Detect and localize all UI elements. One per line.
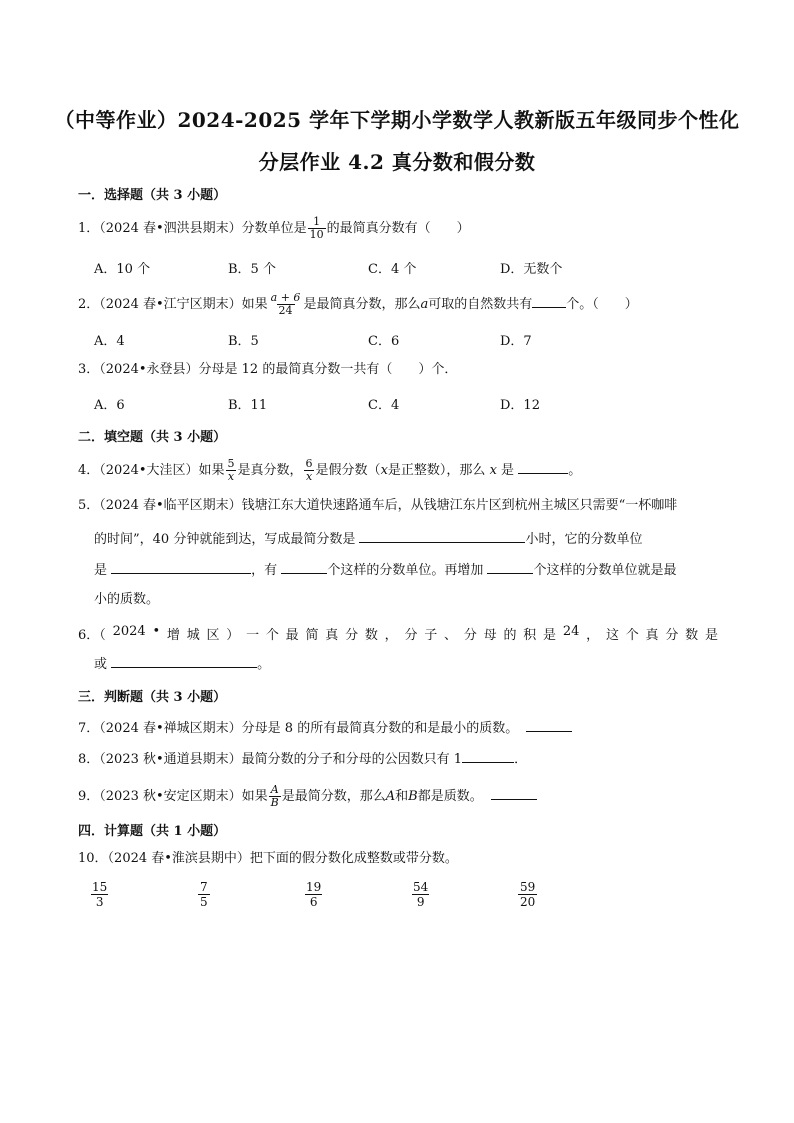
question-6-token: 一 [246,628,260,643]
answer-blank[interactable] [487,561,533,574]
question-5-line-2 [94,530,642,548]
fraction-denominator: 6 [305,894,322,909]
fraction-denominator: 20 [520,895,536,909]
answer-blank[interactable] [532,295,566,308]
answer-blank[interactable] [518,461,568,474]
question-2-suffix: 可取的自然数共有 [428,297,533,312]
question-6-token: 区 [206,628,220,643]
question-2 [78,292,638,317]
fraction-numerator: 5 [227,457,235,470]
answer-blank[interactable] [111,655,257,668]
question-6-token: 分 [404,628,418,643]
question-5-text: 个这样的分数单位。再增加 [327,563,484,578]
answer-blank[interactable] [526,719,572,732]
question-6-token: 这 [605,628,619,643]
answer-blank[interactable] [491,787,537,800]
question-6-token: 、 [444,628,458,643]
fraction-denominator: x [227,470,235,483]
question-2-option-b[interactable]: B．5 [228,334,259,349]
question-9-mid: 是最简分数，那么 [281,789,386,804]
question-4-mid2: 是假分数（ [315,463,381,478]
question-4-variable: x [380,463,388,478]
question-6-token: 的 [503,628,517,643]
question-4-fraction-2 [304,458,315,483]
question-4 [78,458,581,483]
question-6-token: 最 [285,628,299,643]
answer-blank[interactable] [111,561,251,574]
question-3-option-a[interactable]: A．6 [94,398,125,413]
section-heading-calc: 四．计算题（共 1 小题） [78,824,227,839]
question-3: 3．（2024•永登县）分母是 12 的最简真分数一共有（ ）个． [78,362,458,377]
question-8-end: ． [514,752,528,767]
answer-blank[interactable] [359,530,525,543]
question-6-line-2 [94,655,270,673]
improper-fraction-5 [519,880,536,909]
question-6-token: 积 [523,628,537,643]
improper-fraction-4 [413,880,428,909]
question-5-line-4: 小的质数。 [94,592,160,607]
question-6-token: ， [384,628,398,643]
fraction-numerator: 19 [306,880,322,894]
question-2-variable: a [420,297,429,312]
question-2-prefix: 2．（2024 春•江宁区期末）如果 [78,297,268,312]
question-4-fraction-1 [226,458,237,483]
question-6-token: 母 [483,628,497,643]
question-9-and: 和 [395,789,409,804]
section-heading-judge: 三．判断题（共 3 小题） [78,690,227,705]
fraction-numerator: 1 [313,215,321,228]
question-5-line-3 [94,561,676,579]
question-2-mid: 是最简真分数，那么 [303,297,421,312]
fraction-numerator: 54 [413,880,429,894]
section-heading-choice: 一．选择题（共 3 小题） [78,188,227,203]
section-heading-fill: 二．填空题（共 3 小题） [78,430,227,445]
question-6-token: 城 [186,628,200,643]
question-6-token: 简 [305,628,319,643]
fraction-numerator: 15 [92,880,108,894]
question-9-fraction [269,784,281,809]
question-1-option-d[interactable]: D．无数个 [500,262,563,277]
question-6-token: ） [226,628,240,643]
fraction-denominator: 10 [309,228,324,241]
question-3-option-b[interactable]: B．11 [228,398,268,413]
question-2-option-a[interactable]: A．4 [94,334,125,349]
question-6-token: 24 [562,624,580,639]
question-9-var-b: B [408,789,418,804]
question-1-fraction [308,216,326,241]
question-6-token: 是 [543,628,557,643]
question-2-option-d[interactable]: D．7 [500,334,532,349]
improper-fraction-3 [306,880,321,909]
question-9-var-a: A [385,789,396,804]
fraction-numerator: a + 6 [270,291,301,304]
fraction-denominator: B [270,796,279,809]
question-6-token: 分 [345,628,359,643]
answer-blank[interactable] [462,750,514,763]
question-4-mid1: 是真分数， [237,463,303,478]
question-4-variable-2: x [489,463,497,478]
question-6-token: 真 [645,628,659,643]
question-8 [78,750,527,768]
question-1-option-b[interactable]: B．5 个 [228,262,276,277]
fraction-numerator: 7 [200,880,208,894]
question-5-line-1: 5．（2024 春•临平区期末）钱塘江东大道快速路通车后，从钱塘江东片区到杭州主城区只需要“一杯咖啡 [78,498,678,513]
question-3-option-d[interactable]: D．12 [500,398,540,413]
question-6-token: 真 [325,628,339,643]
question-6-token: 分 [463,628,477,643]
question-6-token: ， [586,628,600,643]
fraction-denominator: 24 [278,304,293,317]
fraction-denominator: x [305,470,313,483]
question-6-token: 分 [665,628,679,643]
question-4-prefix: 4．（2024•大洼区）如果 [78,463,225,478]
question-6-token: 子 [424,628,438,643]
question-6-line-1 [78,624,718,643]
question-2-fraction [269,292,303,317]
question-5-text: 是 [94,563,108,578]
question-8-text: 8．（2023 秋•通道县期末）最简分数的分子和分母的公因数只有 1 [78,752,463,767]
question-5-text: ，有 [251,563,278,578]
question-6-token: 6．（ [78,628,106,643]
question-6-token: 数 [685,628,699,643]
question-1 [78,216,470,241]
question-6-token: 个 [625,628,639,643]
question-6-text: 。 [257,657,271,672]
question-1-option-c[interactable]: C．4 个 [368,262,417,277]
question-2-end: 个。（ ） [566,297,638,312]
question-6-text: 或 [94,657,108,672]
question-5-text: 小时，它的分数单位 [525,532,643,547]
question-6-token: 2024 [112,624,146,639]
page-title-line1: （中等作业）2024-2025 学年下学期小学数学人教新版五年级同步个性化 [54,108,740,132]
question-4-end: 。 [568,463,582,478]
question-1-prefix: 1．（2024 春•泗洪县期末）分数单位是 [78,221,307,236]
fraction-numerator: A [270,783,279,796]
answer-blank[interactable] [281,561,327,574]
question-9-suffix: 都是质数。 [417,789,483,804]
question-4-mid3: 是正整数），那么 [387,463,486,478]
fraction-numerator: 59 [520,880,536,894]
question-6-token: • [152,624,161,639]
question-2-option-c[interactable]: C．6 [368,334,400,349]
question-1-suffix: 的最简真分数有（ ） [326,221,470,236]
question-4-suffix: 是 [501,463,515,478]
improper-fraction-2 [199,880,209,909]
page-title-line2: 分层作业 4.2 真分数和假分数 [258,150,536,174]
fraction-denominator: 9 [412,894,429,909]
question-3-option-c[interactable]: C．4 [368,398,400,413]
question-7-text: 7．（2024 春•禅城区期末）分母是 8 的所有最简真分数的和是最小的质数。 [78,721,519,736]
question-7 [78,719,572,737]
question-9 [78,784,537,809]
question-6-token: 增 [166,628,180,643]
fraction-denominator: 3 [91,894,108,909]
question-10: 10．（2024 春•淮滨县期中）把下面的假分数化成整数或带分数。 [78,851,458,866]
question-1-option-a[interactable]: A．10 个 [94,262,151,277]
improper-fraction-1 [92,880,107,909]
question-6-token: 是 [704,628,718,643]
question-5-text: 的时间”，40 分钟就能到达，写成最简分数是 [94,532,356,547]
fraction-denominator: 5 [200,895,208,909]
fraction-numerator: 6 [305,457,313,470]
question-9-prefix: 9．（2023 秋•安定区期末）如果 [78,789,268,804]
question-5-text: 个这样的分数单位就是最 [533,563,677,578]
question-6-token: 个 [265,628,279,643]
question-6-token: 数 [364,628,378,643]
